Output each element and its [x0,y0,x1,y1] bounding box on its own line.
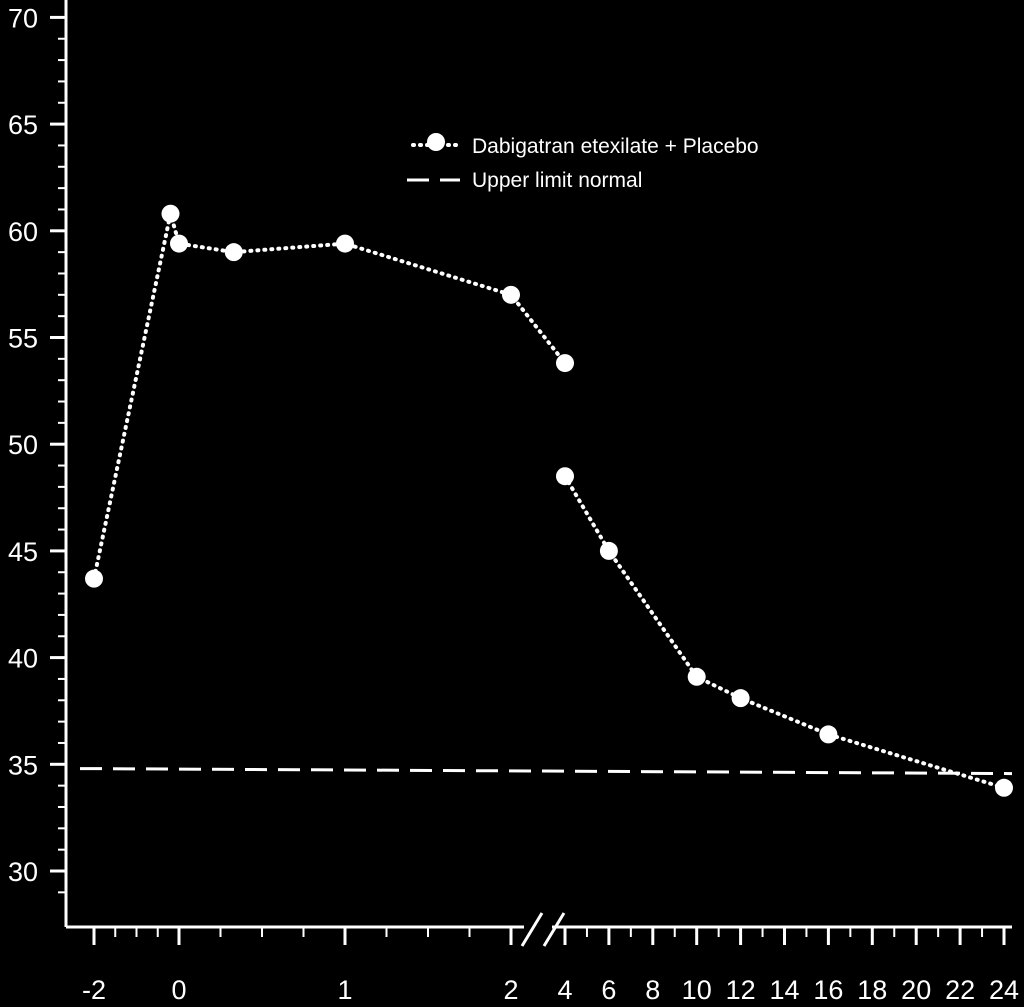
legend-label-upper-limit: Upper limit normal [472,169,643,192]
legend-label-dabigatran: Dabigatran etexilate + Placebo [472,135,759,158]
x-tick-label: 2 [503,975,519,1005]
data-point [819,725,837,743]
y-tick-label: 65 [7,110,38,141]
upper-limit-normal-line [80,769,1012,774]
y-tick-label: 35 [7,750,38,781]
x-tick-label: 16 [813,975,844,1005]
data-point [85,570,103,588]
x-tick-label: 0 [171,975,187,1005]
x-tick-label: 12 [725,975,756,1005]
y-tick-label: 50 [7,430,38,461]
data-point [556,354,574,372]
x-tick-label: 8 [645,975,661,1005]
y-tick-label: 70 [7,3,38,34]
data-point [225,243,243,261]
x-tick-label: 6 [601,975,617,1005]
x-axis-break-mark [522,913,542,946]
x-axis-ticks [82,927,1019,1005]
y-tick-label: 40 [7,643,38,674]
legend [407,133,759,192]
data-point [170,235,188,253]
data-point [732,689,750,707]
x-tick-label: 10 [681,975,712,1005]
series-dotted-line [565,476,1004,788]
x-tick-label: -2 [81,975,107,1005]
upper-limit-normal-dashed-line [80,769,1012,774]
data-point [162,205,180,223]
data-point [995,779,1013,797]
series-dotted-line [94,214,565,579]
x-axis-break-mark [544,913,564,946]
data-point [336,235,354,253]
x-tick-label: 24 [988,975,1020,1005]
x-tick-label: 20 [901,975,932,1005]
x-tick-label: 18 [857,975,888,1005]
x-tick-label: 22 [945,975,976,1005]
x-tick-label: 1 [337,975,353,1005]
data-point [556,467,574,485]
data-point [502,286,520,304]
series-dabigatran [85,205,1013,797]
y-axis-ticks [8,3,66,892]
y-tick-label: 30 [7,857,38,887]
y-tick-label: 45 [7,536,38,567]
legend-circle-marker [427,133,445,151]
x-tick-label: 4 [557,975,573,1005]
y-tick-label: 55 [7,323,38,354]
y-tick-label: 60 [7,216,38,247]
x-tick-label: 14 [769,975,800,1005]
data-point [600,542,618,560]
data-point [688,668,706,686]
